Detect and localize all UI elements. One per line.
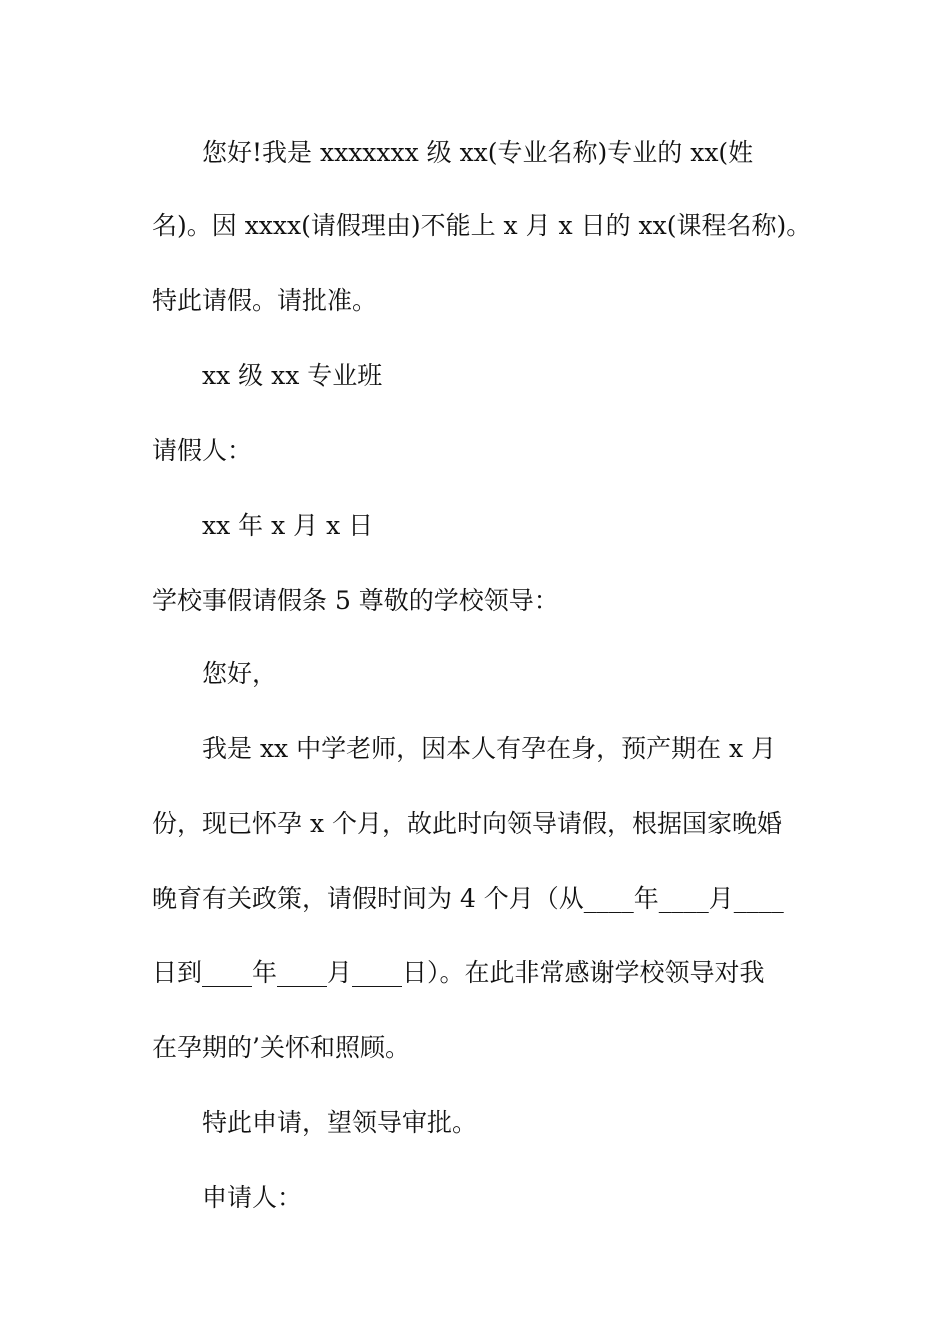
paragraph-line-2: 名)。因 xxxx(请假理由)不能上 x 月 x 日的 xx(课程名称)。 xyxy=(152,211,812,240)
date-line: xx 年 x 月 x 日 xyxy=(202,511,374,540)
body-line-3: 晚育有关政策，请假时间为 4 个月（从____年____月____ xyxy=(152,884,784,913)
section-heading: 学校事假请假条 5 尊敬的学校领导： xyxy=(152,586,559,615)
paragraph-line-3: 特此请假。请批准。 xyxy=(152,286,378,315)
applicant-label: 申请人： xyxy=(202,1183,303,1212)
body-line-2: 份，现已怀孕 x 个月，故此时向领导请假，根据国家晚婚 xyxy=(152,809,782,838)
greeting-line: 您好， xyxy=(202,659,278,688)
body-line-1: 我是 xx 中学老师，因本人有孕在身，预产期在 x 月 xyxy=(202,734,777,763)
body-line-5: 在孕期的’关怀和照顾。 xyxy=(152,1033,410,1062)
requester-label: 请假人： xyxy=(152,436,253,465)
body-line-4: 日到____年____月____日）。在此非常感谢学校领导对我 xyxy=(152,958,765,987)
paragraph-line-1: 您好!我是 xxxxxxx 级 xx(专业名称)专业的 xx(姓 xyxy=(202,138,754,167)
closing-line: 特此申请，望领导审批。 xyxy=(202,1108,478,1137)
class-line: xx 级 xx 专业班 xyxy=(202,361,383,390)
